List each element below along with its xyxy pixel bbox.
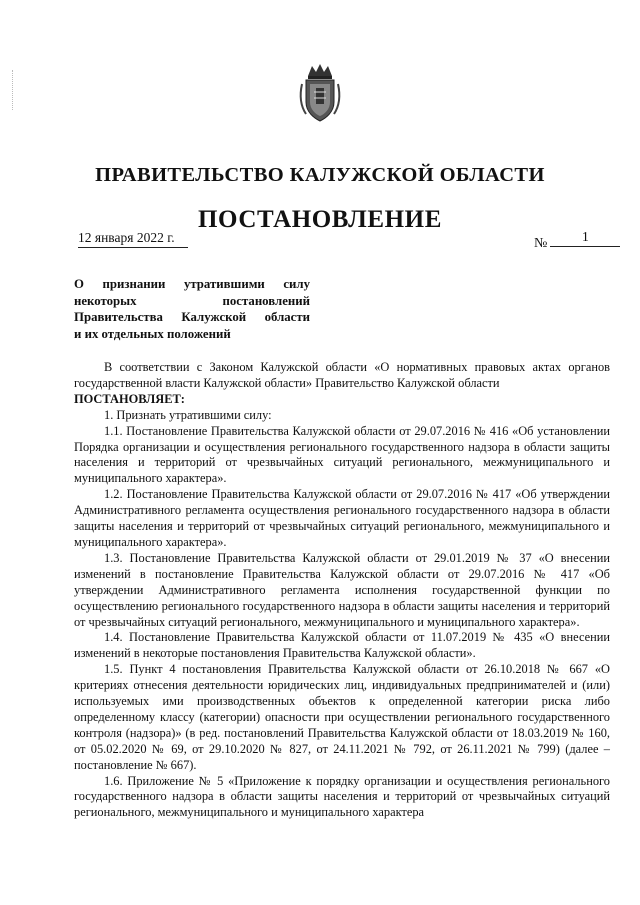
document-type-title: ПОСТАНОВЛЕНИЕ — [197, 206, 443, 233]
subject-line: О признании утратившими силу — [74, 277, 310, 291]
coat-of-arms-icon — [296, 62, 344, 124]
item-1-4: 1.4. Постановление Правительства Калужской области от 11.07.2019 № 435 «О внесении изменений в некоторые постановления Правительства Калужской области». — [74, 630, 610, 661]
item-1-3: 1.3. Постановление Правительства Калужской области от 29.01.2019 № 37 «О внесении изменений в постановление Правительства Калужской области от 29.07.2016 № 417 «Об утверждении Административного регламента исполнения государственной функции по осуществлению регионального государственного надзора в области защиты населения и территорий от чрезвычайных ситуаций регионального, межмуниципального и муниципального характера». — [74, 550, 610, 629]
document-date: 12 января 2022 г. — [78, 230, 188, 248]
item-1-5: 1.5. Пункт 4 постановления Правительства Калужской области от 26.10.2018 № 667 «О критериях отнесения деятельности юридических лиц, индивидуальных предпринимателей и (или) используемых ими производственных объектов к определенной категории риска либо определенному классу (категории) опасности при осуществлении регионального государственного контроля (надзора)» (в ред. постановлений Правительства Калужской области от 18.03.2019 № 160, от 05.02.2020 № 69, от 29.10.2020 № 827, от 24.11.2021 № 792, от 26.11.2021 № 799) (далее – постановление № 667). — [74, 662, 610, 772]
item-1: 1. Признать утратившими силу: — [104, 407, 272, 422]
subject-line: Правительства Калужской области — [74, 310, 310, 324]
scan-margin-mark — [12, 70, 14, 110]
item-1-2: 1.2. Постановление Правительства Калужской области от 29.07.2016 № 417 «Об утверждении Административного регламента осуществления регионального государственного надзора в области защиты населения и территорий от чрезвычайных ситуаций регионального, межмуниципального и муниципального характера». — [74, 487, 610, 549]
decree-word: ПОСТАНОВЛЯЕТ: — [74, 391, 185, 406]
document-body — [74, 360, 610, 821]
document-number — [534, 230, 620, 253]
subject-line: и их отдельных положений — [74, 326, 231, 341]
subject-line: некоторых постановлений — [74, 293, 310, 308]
item-1-1: 1.1. Постановление Правительства Калужской области от 29.07.2016 № 416 «Об установлении Порядка организации и осуществления регионального государственного надзора в области защиты населения и территорий от чрезвычайных ситуаций регионального, межмуниципального и муниципального характера». — [74, 423, 610, 486]
preamble-paragraph: В соответствии с Законом Калужской области «О нормативных правовых актах органов государственной власти Калужской области» Правительство Калужской области — [74, 360, 610, 390]
item-1-6: 1.6. Приложение № 5 «Приложение к порядку организации и осуществления регионального государственного надзора в области защиты населения и территорий от чрезвычайных ситуаций регионального, межмуниципального и муниципального характера — [74, 773, 610, 820]
number-value: 1 — [550, 230, 620, 247]
number-sign: № — [534, 236, 548, 251]
government-title: ПРАВИТЕЛЬСТВО КАЛУЖСКОЙ ОБЛАСТИ — [95, 164, 545, 186]
document-subject — [74, 276, 310, 342]
